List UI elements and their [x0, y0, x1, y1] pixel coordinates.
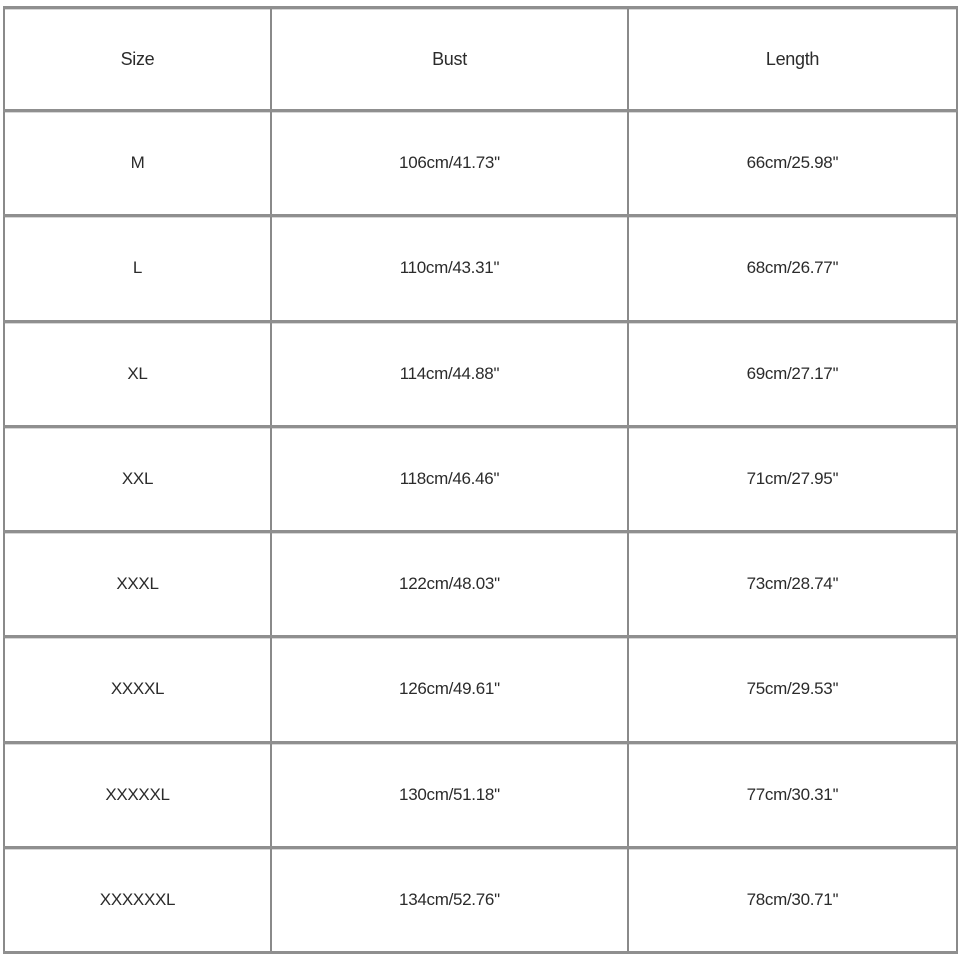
table-row — [4, 216, 957, 321]
length-cell: 71cm/27.95'' — [628, 426, 957, 531]
bust-cell: 118cm/46.46'' — [271, 426, 628, 531]
size-cell: XXXL — [4, 532, 271, 637]
bust-cell: 126cm/49.61'' — [271, 637, 628, 742]
size-cell: XXL — [4, 426, 271, 531]
table-row — [4, 742, 957, 847]
size-cell: L — [4, 216, 271, 321]
table-row — [4, 532, 957, 637]
size-cell: XL — [4, 321, 271, 426]
bust-cell: 130cm/51.18'' — [271, 742, 628, 847]
bust-cell: 122cm/48.03'' — [271, 532, 628, 637]
bust-cell: 106cm/41.73'' — [271, 111, 628, 216]
table-row — [4, 111, 957, 216]
table-row — [4, 321, 957, 426]
table-header — [4, 8, 957, 111]
length-cell: 73cm/28.74'' — [628, 532, 957, 637]
length-cell: 77cm/30.31'' — [628, 742, 957, 847]
size-cell: M — [4, 111, 271, 216]
table-body — [4, 111, 957, 953]
header-size: Size — [4, 8, 271, 111]
header-row — [4, 8, 957, 111]
table-row — [4, 847, 957, 952]
length-cell: 78cm/30.71'' — [628, 847, 957, 952]
bust-cell: 110cm/43.31'' — [271, 216, 628, 321]
bust-cell: 114cm/44.88'' — [271, 321, 628, 426]
length-cell: 66cm/25.98'' — [628, 111, 957, 216]
length-cell: 68cm/26.77'' — [628, 216, 957, 321]
bust-cell: 134cm/52.76'' — [271, 847, 628, 952]
size-cell: XXXXXXL — [4, 847, 271, 952]
size-chart-table — [3, 6, 958, 954]
table-row — [4, 426, 957, 531]
size-cell: XXXXL — [4, 637, 271, 742]
header-length: Length — [628, 8, 957, 111]
header-bust: Bust — [271, 8, 628, 111]
table-row — [4, 637, 957, 742]
length-cell: 69cm/27.17'' — [628, 321, 957, 426]
length-cell: 75cm/29.53'' — [628, 637, 957, 742]
size-cell: XXXXXL — [4, 742, 271, 847]
